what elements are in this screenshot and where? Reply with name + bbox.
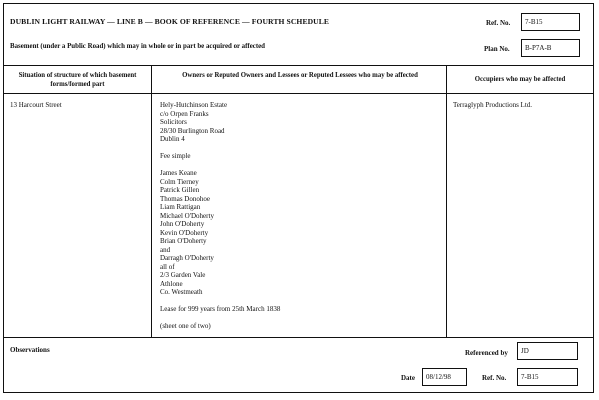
plan-no-label: Plan No. — [484, 45, 510, 53]
footer-ref-no-label: Ref. No. — [482, 374, 507, 382]
plan-no-field: B-P7A-B — [521, 39, 580, 57]
owners-line: Athlone — [160, 279, 183, 288]
table-header-rule — [3, 93, 594, 94]
owners-line: Thomas Donohoe — [160, 194, 210, 203]
owners-line: Kevin O'Doherty — [160, 228, 209, 237]
column-divider-1 — [151, 65, 152, 337]
sheet-frame — [3, 3, 594, 393]
column-header-occupiers: Occupiers who may be affected — [474, 76, 566, 83]
owners-spacer — [160, 297, 280, 306]
column-header-owners: Owners or Reputed Owners and Lessees or Reputed Lessees who may be affected — [182, 72, 418, 79]
owners-line: Brian O'Doherty — [160, 237, 207, 245]
column-divider-2 — [446, 65, 447, 337]
owners-line: c/o Orpen Franks — [160, 109, 209, 118]
table-bottom-rule — [3, 337, 594, 338]
table-top-rule — [3, 65, 594, 66]
date-field: 08/12/98 — [422, 368, 467, 386]
owners-line: 2/3 Garden Vale — [160, 271, 206, 279]
owners-line: Solicitors — [160, 118, 187, 126]
referenced-by-label: Referenced by — [465, 349, 508, 357]
referenced-by-field: JD — [517, 342, 578, 360]
footer-ref-no-field: 7-B15 — [517, 368, 578, 386]
owners-line: Hely-Hutchinson Estate — [160, 101, 228, 109]
owners-line: Dublin 4 — [160, 135, 185, 143]
observations-label: Observations — [10, 346, 50, 354]
column-header-situation: Situation of structure of which basement forms/formed part — [18, 72, 137, 88]
owners-line: John O'Doherty — [160, 220, 205, 228]
owners-line: Lease for 999 years from 25th March 1838 — [160, 305, 281, 313]
document-title: DUBLIN LIGHT RAILWAY — LINE B — BOOK OF REFERENCE — FOURTH SCHEDULE — [10, 17, 330, 26]
owners-spacer — [160, 144, 280, 153]
owners-line: Patrick Gillen — [160, 186, 200, 194]
owners-line: and — [160, 245, 171, 254]
owners-line: all of — [160, 262, 175, 271]
owners-line: Fee simple — [160, 152, 191, 160]
situation-cell: 13 Harcourt Street — [10, 101, 62, 109]
occupiers-cell: Terraglyph Productions Ltd. — [453, 101, 533, 109]
owners-line: Darragh O'Doherty — [160, 254, 214, 262]
owners-spacer — [160, 314, 280, 323]
owners-cell — [160, 101, 280, 331]
owners-line: Co. Westmeath — [160, 288, 203, 296]
owners-line: Colm Tierney — [160, 177, 199, 186]
owners-spacer — [160, 161, 280, 170]
owners-line: Liam Rattigan — [160, 203, 201, 211]
ref-no-label: Ref. No. — [486, 19, 511, 27]
owners-line: James Keane — [160, 169, 197, 177]
document-subtitle: Basement (under a Public Road) which may in whole or in part be acquired or affected — [10, 43, 266, 50]
ref-no-field: 7-B15 — [521, 13, 580, 31]
owners-line: (sheet one of two) — [160, 322, 211, 330]
owners-line: Michael O'Doherty — [160, 211, 214, 220]
date-label: Date — [401, 374, 415, 382]
owners-line: 28/30 Burlington Road — [160, 126, 225, 135]
